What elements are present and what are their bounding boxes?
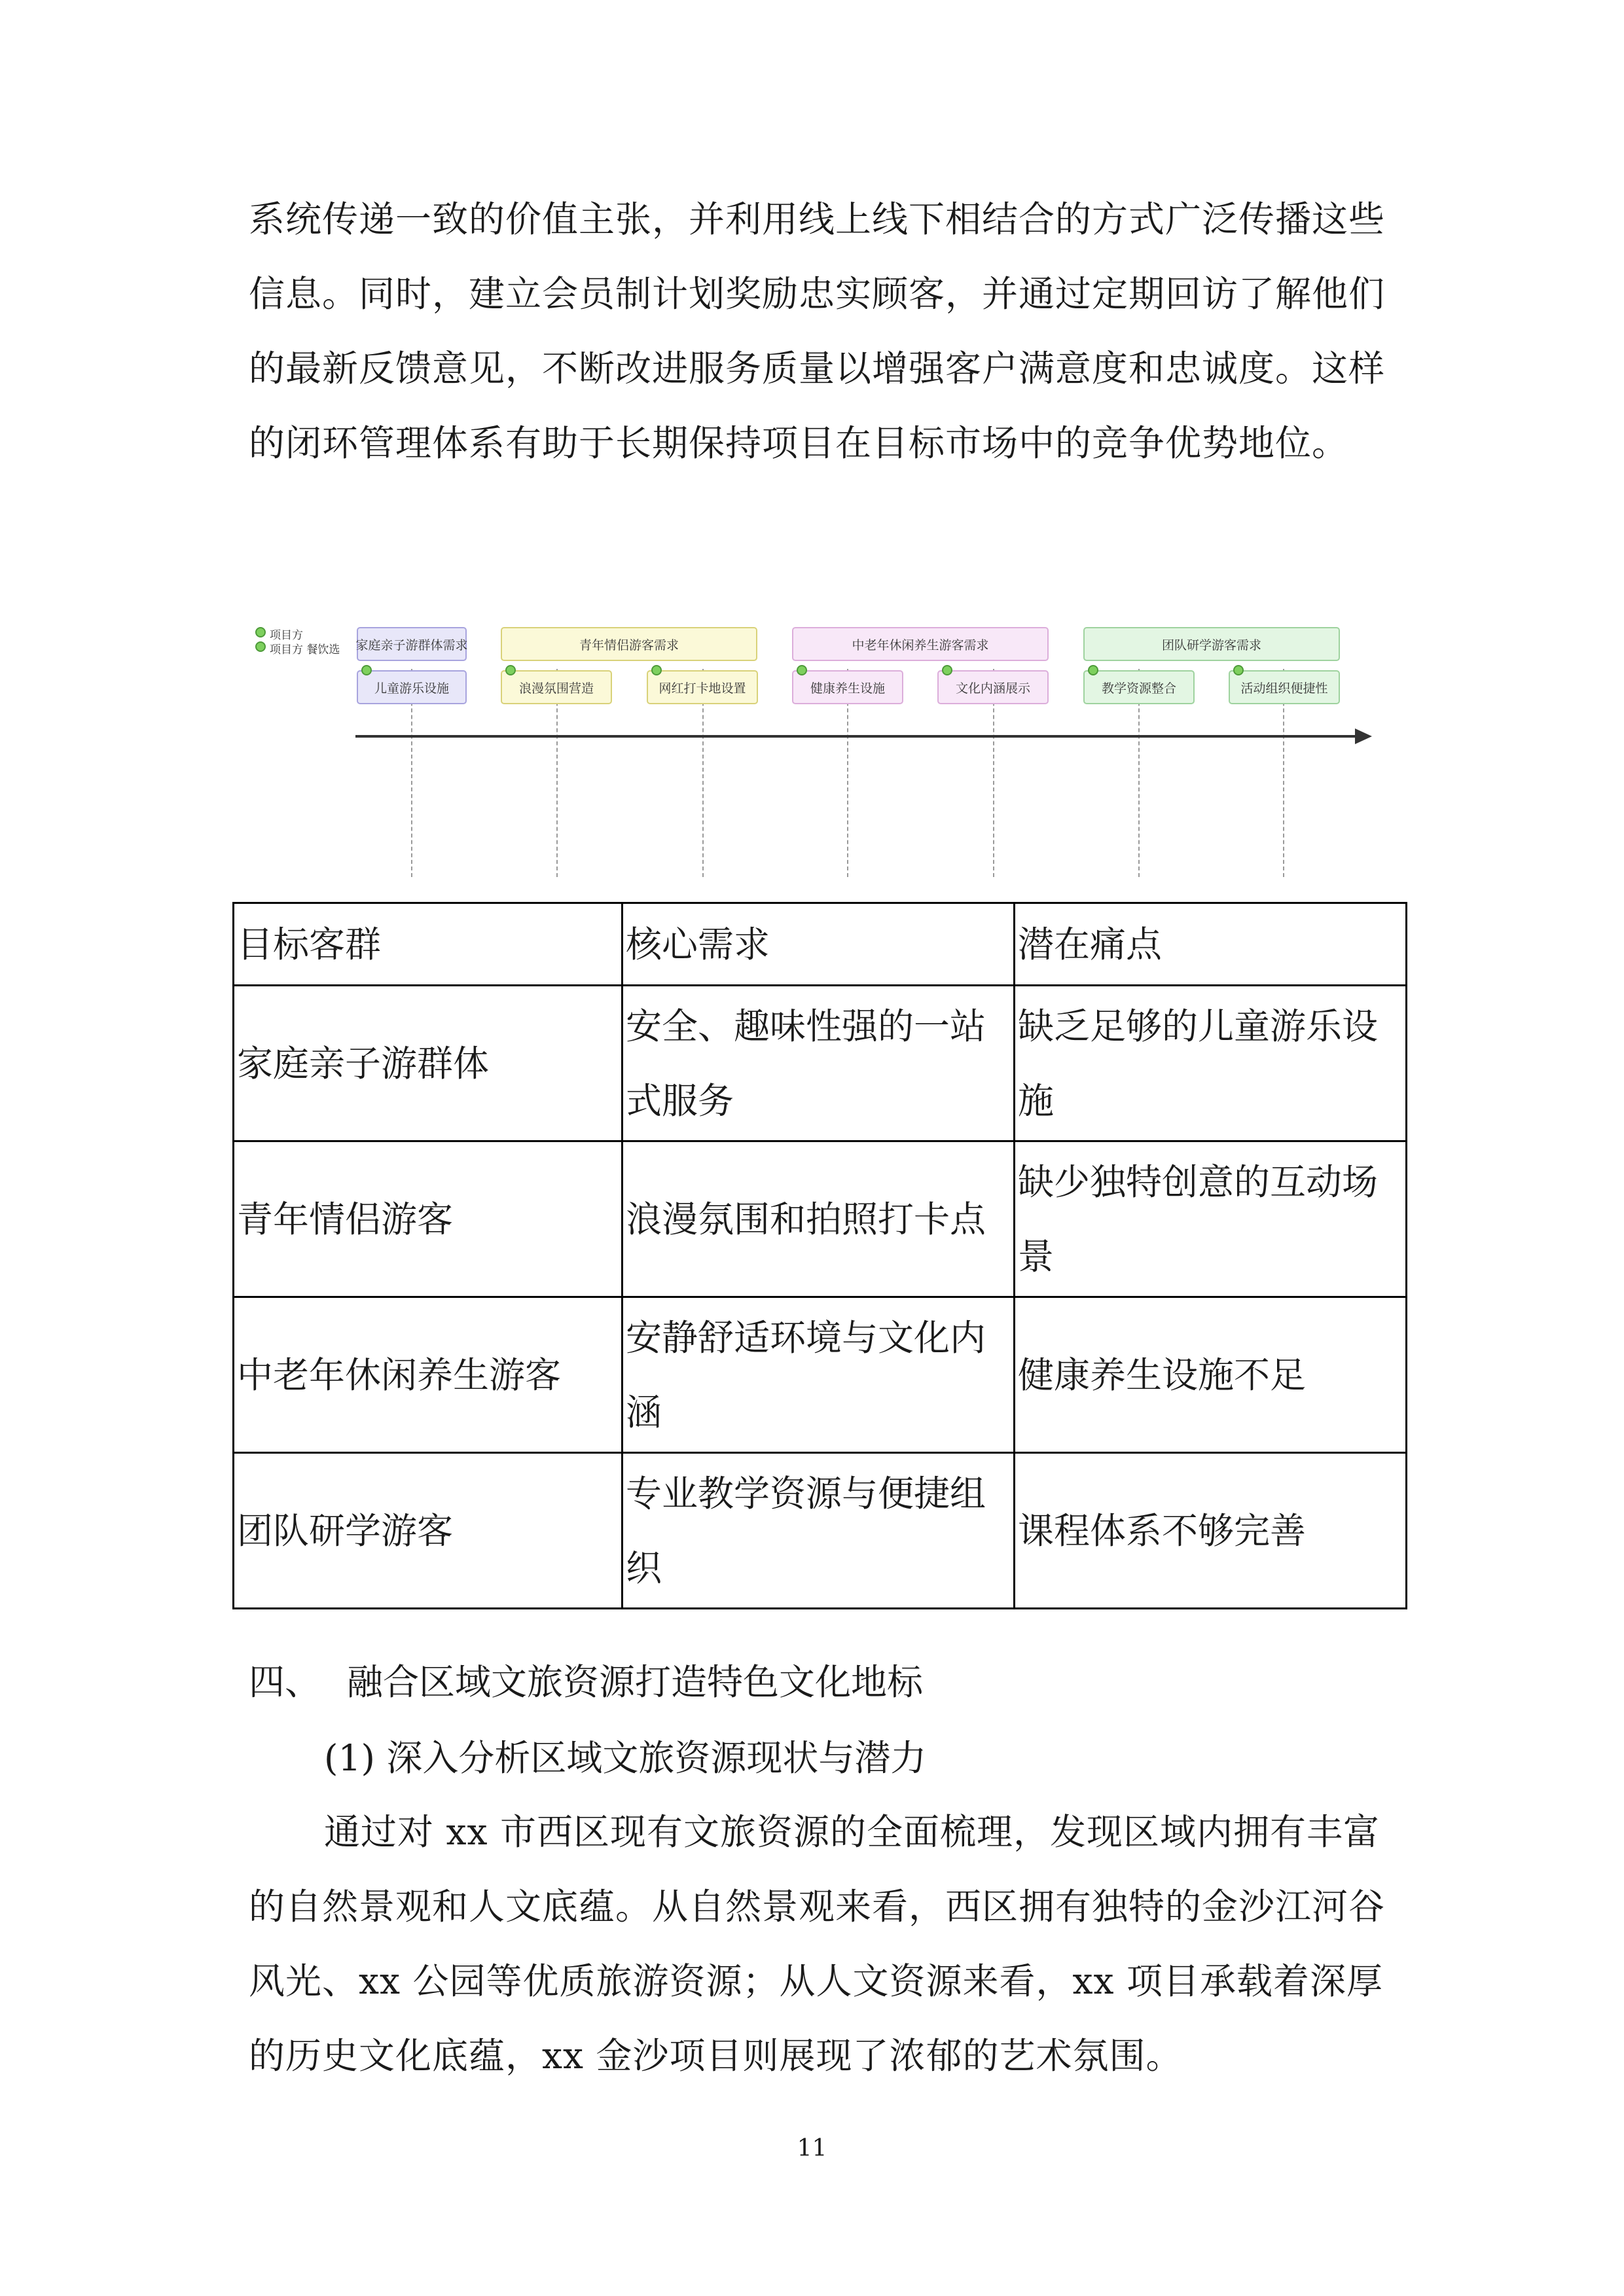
milestone-dot — [505, 665, 516, 675]
milestone-dot — [797, 665, 807, 675]
header-target-group: 目标客群 — [234, 903, 623, 986]
table-cell: 青年情侣游客 — [234, 1141, 623, 1297]
tourist-needs-diagram — [249, 609, 1388, 884]
group-title-seniors: 中老年休闲养生游客需求 — [792, 627, 1049, 661]
timeline-arrow-icon — [1355, 728, 1372, 744]
timeline-axis — [355, 735, 1357, 738]
item-organization: 活动组织便捷性 — [1229, 670, 1340, 704]
item-teaching-resources: 教学资源整合 — [1083, 670, 1195, 704]
header-core-needs: 核心需求 — [622, 903, 1014, 986]
table-cell: 健康养生设施不足 — [1015, 1297, 1407, 1453]
item-romantic-atmosphere: 浪漫氛围营造 — [501, 670, 612, 704]
legend-dot-2 — [255, 641, 266, 652]
group-title-study: 团队研学游客需求 — [1083, 627, 1340, 661]
legend-dot-1 — [255, 627, 266, 637]
subheading: (1) 深入分析区域文旅资源现状与潜力 — [324, 1737, 927, 1779]
table-cell: 缺少独特创意的互动场景 — [1015, 1141, 1407, 1297]
tourist-needs-table — [232, 902, 1407, 1609]
group-title-couples: 青年情侣游客需求 — [501, 627, 757, 661]
group-title-family: 家庭亲子游群体需求 — [357, 627, 467, 661]
section-heading — [249, 1649, 923, 1715]
table-cell: 团队研学游客 — [234, 1453, 623, 1609]
table-header-row — [234, 903, 1407, 986]
table-cell: 安静舒适环境与文化内涵 — [622, 1297, 1014, 1453]
table-cell: 浪漫氛围和拍照打卡点 — [622, 1141, 1014, 1297]
table-cell: 课程体系不够完善 — [1015, 1453, 1407, 1609]
table-row — [234, 1297, 1407, 1453]
item-checkin-spots: 网红打卡地设置 — [647, 670, 758, 704]
table-row — [234, 1141, 1407, 1297]
header-pain-points: 潜在痛点 — [1015, 903, 1407, 986]
section-title: 融合区域文旅资源打造特色文化地标 — [347, 1661, 924, 1703]
table-cell: 专业教学资源与便捷组织 — [622, 1453, 1014, 1609]
table-cell: 缺乏足够的儿童游乐设施 — [1015, 986, 1407, 1141]
section-paragraph — [249, 1795, 1391, 2093]
milestone-dot — [361, 665, 372, 675]
section-paragraph-text: 通过对 xx 市西区现有文旅资源的全面梳理，发现区域内拥有丰富的自然景观和人文底蕴。从自然景观来看，西区拥有独特的金沙江河谷风光、xx 公园等优质旅游资源；从人文资源来看，xx 项目承载着深厚的历史文化底蕴，xx 金沙项目则展现了浓郁的艺术氛围。 — [249, 1811, 1386, 2077]
legend-label-2: 项目方 餐饮选 — [270, 643, 340, 656]
item-health-facilities: 健康养生设施 — [792, 670, 903, 704]
milestone-dot — [1088, 665, 1098, 675]
milestone-dot — [651, 665, 662, 675]
milestone-dot — [1233, 665, 1244, 675]
section-number: 四、 — [249, 1661, 321, 1703]
milestone-dot — [942, 665, 952, 675]
table-row — [234, 986, 1407, 1141]
item-children-facilities: 儿童游乐设施 — [357, 670, 467, 704]
intro-paragraph: 系统传递一致的价值主张，并利用线上线下相结合的方式广泛传播这些信息。同时，建立会员制计划奖励忠实顾客，并通过定期回访了解他们的最新反馈意见，不断改进服务质量以增强客户满意度和忠诚度。这样的闭环管理体系有助于长期保持项目在目标市场中的竞争优势地位。 — [249, 198, 1386, 464]
table-row — [234, 1453, 1407, 1609]
table-cell: 家庭亲子游群体 — [234, 986, 623, 1141]
table-cell: 安全、趣味性强的一站式服务 — [622, 986, 1014, 1141]
table-cell: 中老年休闲养生游客 — [234, 1297, 623, 1453]
legend-label-1: 项目方 — [270, 629, 303, 642]
page-number: 11 — [797, 2135, 827, 2162]
item-culture-display: 文化内涵展示 — [937, 670, 1049, 704]
